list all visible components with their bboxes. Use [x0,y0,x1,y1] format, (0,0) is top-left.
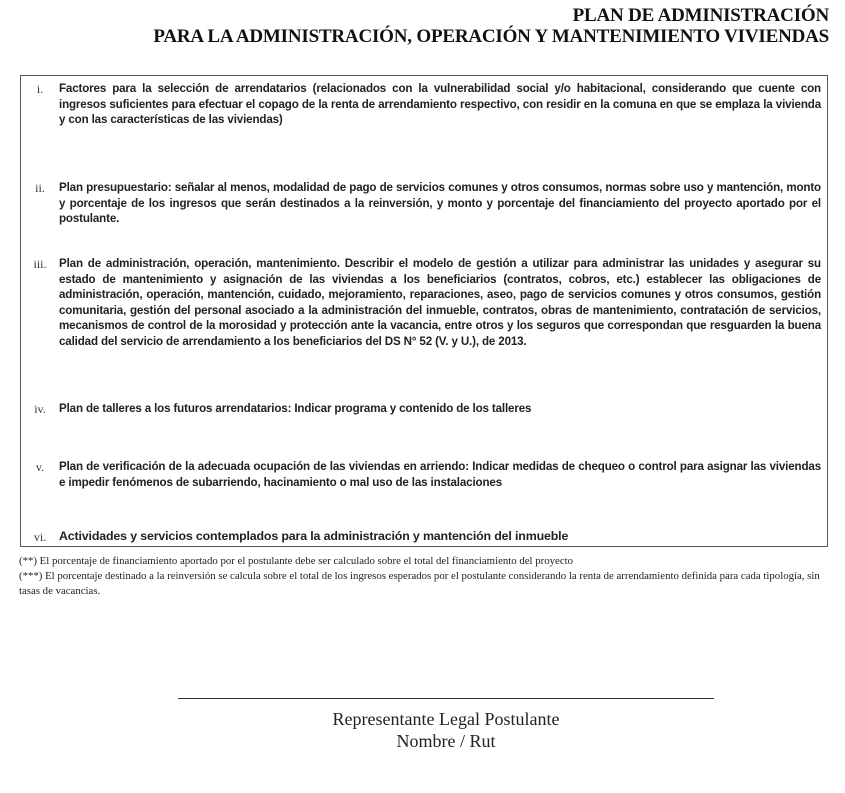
item-number: iv. [34,402,46,416]
item-number: v. [35,460,45,474]
requirement-item [21,256,827,350]
item-text: Factores para la selección de arrendatarios (relacionados con la vulnerabilidad social y/o habitacional, considerando que cuente con ingresos suficientes para efectuar el copago de la renta de arrendamiento respectivo, con residir en la comuna en que se emplaza la vivienda y con las características de las viviendas) [59,82,821,127]
signature-name-label: Representante Legal Postulante [332,709,560,729]
document-subtitle: PARA LA ADMINISTRACIÓN, OPERACIÓN Y MANTENIMIENTO VIVIENDAS [153,26,829,47]
requirement-item [21,81,827,128]
signature-line [178,698,714,699]
item-text: Plan de administración, operación, mantenimiento. Describir el modelo de gestión a utilizar para administrar las unidades y asegurar su estado de mantenimiento y asignación de las viviendas a los beneficiarios (contratos, cobros, etc.) establecer las obligaciones de administración, operación, mantención, cuidado, mejoramiento, reparaciones, aseo, pago de servicios comunes y otros consumos, gestión comunitaria, gestión del personal asociado a la administración del inmueble, contratos, obras de mantenimiento, contratación de servicios, mecanismos de control de la morosidad y protección ante la vacancia, entre otros y los seguros que correspondan que resguarden la buena calidad del servicio de arrendamiento a los beneficiarios del DS N° 52 (V. y U.), de 2013. [59,257,821,348]
requirement-item [21,401,827,417]
requirement-item [21,529,827,545]
requirements-box [20,75,828,547]
document-title: PLAN DE ADMINISTRACIÓN [572,5,829,26]
item-number: ii. [35,181,45,195]
item-text: Plan de verificación de la adecuada ocupación de las viviendas en arriendo: Indicar medidas de chequeo o control para asignar las viviendas e impedir fenómenos de subarriendo, hacinamiento o mal uso de las instalaciones [59,460,821,489]
footnote-reinvestment: (***) El porcentaje destinado a la reinversión se calcula sobre el total de los ingresos esperados por el postulante considerando la renta de arrendamiento definida para cada tipología, sin tasas de vacancias. [19,570,820,597]
footnote-financing: (**) El porcentaje de financiamiento aportado por el postulante debe ser calculado sobre el total del financiamiento del proyecto [19,555,574,567]
requirement-item [21,180,827,227]
item-text: Actividades y servicios contemplados para la administración y mantención del inmueble [59,529,569,543]
signature-id-label: Nombre / Rut [396,731,496,751]
footnotes [19,554,835,599]
requirement-item [21,459,827,490]
item-number: i. [36,82,44,96]
item-text: Plan de talleres a los futuros arrendatarios: Indicar programa y contenido de los talleres [59,402,532,415]
item-number: iii. [33,257,47,271]
item-text: Plan presupuestario: señalar al menos, modalidad de pago de servicios comunes y otros consumos, normas sobre uso y mantención, monto y porcentaje de los ingresos que serán destinados a la reinversión, y monto y porcentaje del financiamiento del proyecto aportado por el postulante. [59,181,821,226]
document-header [153,6,829,48]
item-number: vi. [33,530,47,544]
